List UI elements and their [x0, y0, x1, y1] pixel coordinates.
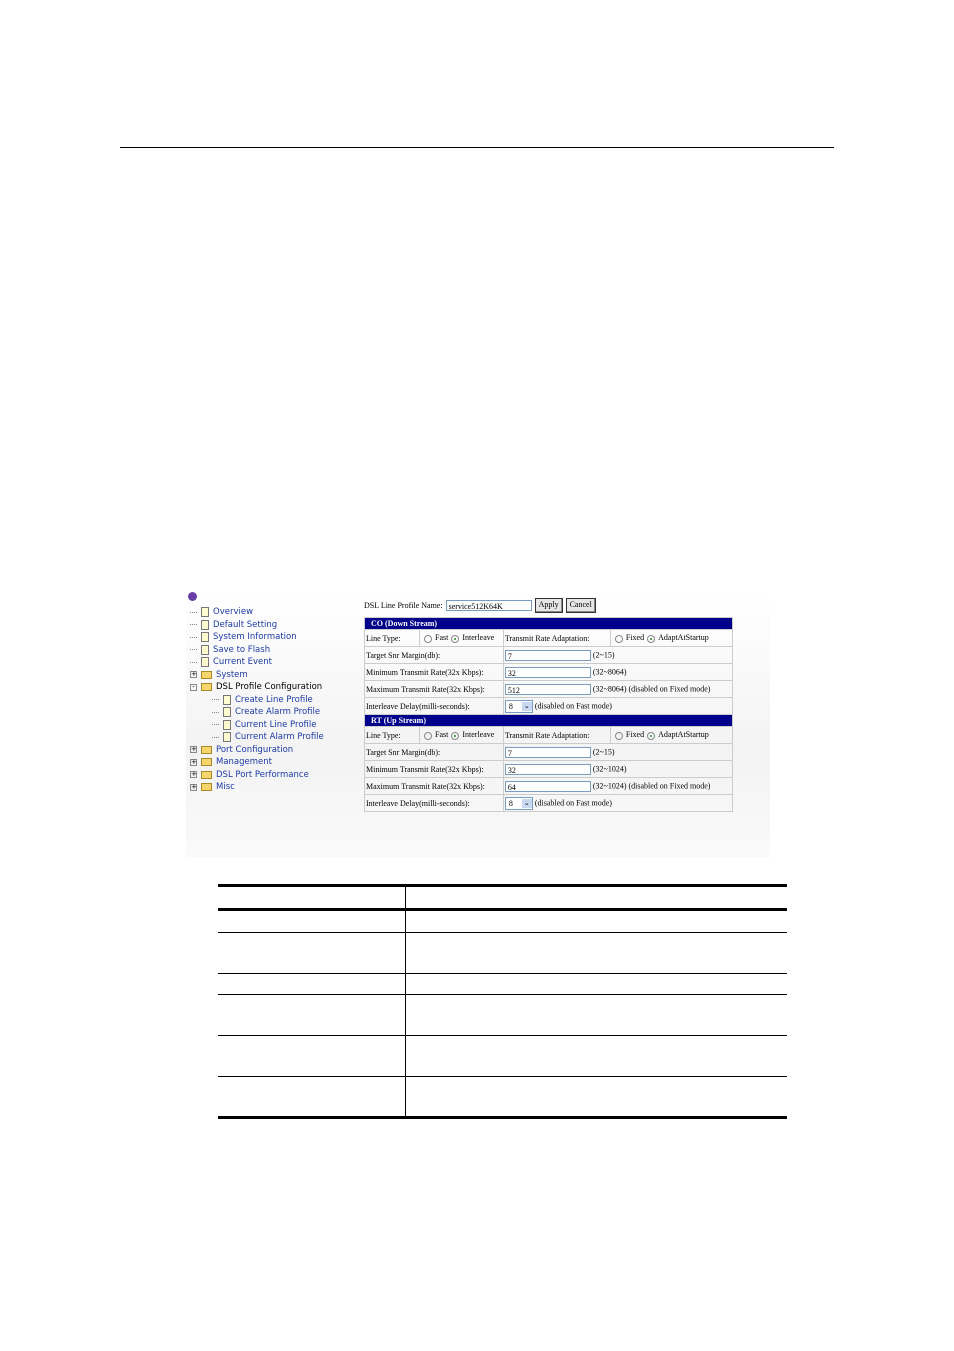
max-range: (32~1024) (disabled on Fixed mode): [592, 780, 711, 790]
adapt-label: AdaptAtStartup: [658, 730, 709, 740]
tree-item[interactable]: [190, 669, 248, 681]
snr-label: Target Snr Margin(db):: [365, 744, 504, 761]
min-label: Minimum Transmit Rate(32x Kbps):: [365, 761, 504, 778]
folder-icon: [201, 783, 212, 791]
interleave-radio[interactable]: [451, 635, 459, 643]
collapse-icon[interactable]: -: [190, 684, 197, 691]
tree-item-label: Port Configuration: [216, 744, 294, 755]
profile-name-input[interactable]: service512K64K: [446, 600, 532, 611]
tree-item-label: Current Event: [213, 657, 272, 667]
tree-item[interactable]: [212, 694, 313, 706]
tree-item[interactable]: [190, 631, 297, 643]
max-cell: [503, 681, 732, 698]
delay-value: 8: [508, 798, 513, 808]
expand-icon[interactable]: +: [191, 770, 197, 778]
expand-icon[interactable]: +: [191, 745, 197, 753]
tree-connector: [212, 712, 219, 713]
line-type-label: Line Type:: [365, 630, 420, 647]
fixed-radio[interactable]: [615, 635, 623, 643]
tree-connector: [212, 699, 219, 700]
tree-item[interactable]: [212, 731, 324, 743]
delay-select[interactable]: [505, 797, 533, 810]
max-label: Maximum Transmit Rate(32x Kbps):: [365, 681, 504, 698]
chevron-down-icon: ⌄: [522, 702, 532, 711]
rate-adaptation-radios: [610, 727, 732, 744]
section-header: RT (Up Stream): [365, 715, 733, 727]
snr-range: (2~15): [592, 746, 615, 756]
tree-item[interactable]: [190, 769, 309, 781]
snr-label: Target Snr Margin(db):: [365, 647, 504, 664]
tree-item[interactable]: [190, 681, 322, 693]
tree-root-icon: [188, 592, 197, 601]
delay-select[interactable]: [505, 700, 533, 713]
line-type-radios: [420, 727, 504, 744]
fast-label: Fast: [435, 730, 449, 740]
tree-item-label: Overview: [213, 607, 254, 617]
folder-icon: [201, 771, 212, 779]
max-cell: [503, 778, 732, 795]
folder-icon: [201, 671, 212, 679]
tree-item-label: Default Setting: [213, 619, 278, 630]
fast-radio[interactable]: [424, 635, 432, 643]
tree-item[interactable]: [190, 619, 277, 631]
line-type-label: Line Type:: [365, 727, 420, 744]
max-range: (32~8064) (disabled on Fixed mode): [592, 683, 711, 693]
document-icon: [201, 632, 209, 642]
tree-item[interactable]: [190, 644, 270, 656]
table-row-rule: [218, 994, 787, 995]
expand-icon[interactable]: +: [191, 670, 197, 678]
min-cell: [503, 664, 732, 681]
document-icon: [201, 620, 209, 630]
profile-name-label: DSL Line Profile Name:: [364, 600, 443, 610]
max-input[interactable]: 512: [505, 684, 591, 695]
document-icon: [223, 695, 231, 705]
tree-item-label: Save to Flash: [213, 644, 271, 655]
delay-label: Interleave Delay(milli-seconds):: [365, 795, 504, 812]
min-range: (32~1024): [592, 763, 627, 773]
interleave-label: Interleave: [462, 633, 495, 643]
max-input[interactable]: 64: [505, 781, 591, 792]
line-type-radios: [420, 630, 504, 647]
folder-icon: [201, 746, 212, 754]
folder-icon: [201, 683, 212, 691]
tree-item-label: Current Line Profile: [235, 719, 317, 730]
delay-cell: [503, 795, 732, 812]
fast-label: Fast: [435, 633, 449, 643]
section-header: CO (Down Stream): [365, 618, 733, 630]
tree-item[interactable]: [190, 656, 272, 668]
table-column-divider: [405, 885, 406, 1117]
header-rule: [120, 147, 834, 148]
tree-connector: [190, 624, 197, 625]
document-icon: [223, 720, 231, 730]
tree-connector: [190, 612, 197, 613]
line-profile-form: [364, 598, 733, 812]
tree-item-label: DSL Port Performance: [216, 769, 309, 780]
delay-label: Interleave Delay(milli-seconds):: [365, 698, 504, 715]
tree-connector: [190, 637, 197, 638]
interleave-label: Interleave: [462, 730, 495, 740]
min-input[interactable]: 32: [505, 667, 591, 678]
adapt-radio[interactable]: [647, 732, 655, 740]
apply-button[interactable]: Apply: [535, 598, 563, 613]
min-input[interactable]: 32: [505, 764, 591, 775]
min-label: Minimum Transmit Rate(32x Kbps):: [365, 664, 504, 681]
tree-item-label: Create Alarm Profile: [235, 707, 321, 717]
expand-icon[interactable]: +: [191, 782, 197, 791]
interleave-radio[interactable]: [451, 732, 459, 740]
table-row-rule: [218, 932, 787, 933]
tree-item[interactable]: [190, 744, 293, 756]
rate-adaptation-radios: [610, 630, 732, 647]
rate-adaptation-label: Transmit Rate Adaptation:: [503, 727, 610, 744]
snr-cell: [503, 647, 732, 664]
document-icon: [201, 645, 209, 655]
document-icon: [223, 707, 231, 717]
tree-item-label: Create Line Profile: [235, 694, 313, 705]
tree-item-label: System: [216, 669, 248, 680]
profile-table: [364, 617, 733, 812]
tree-item-label: DSL Profile Configuration: [216, 682, 323, 692]
fast-radio[interactable]: [424, 732, 432, 740]
snr-cell: [503, 744, 732, 761]
folder-icon: [201, 758, 212, 766]
document-icon: [201, 657, 209, 667]
tree-item-label: Misc: [216, 782, 235, 792]
delay-cell: [503, 698, 732, 715]
chevron-down-icon: ⌄: [522, 799, 532, 808]
snr-range: (2~15): [592, 649, 615, 659]
table-row-rule: [218, 1035, 787, 1036]
expand-icon[interactable]: +: [191, 757, 197, 766]
delay-note: (disabled on Fast mode): [534, 797, 612, 807]
delay-note: (disabled on Fast mode): [534, 700, 612, 710]
adapt-radio[interactable]: [647, 635, 655, 643]
table-row-rule: [218, 1076, 787, 1077]
fixed-radio[interactable]: [615, 732, 623, 740]
tree-item[interactable]: [190, 781, 235, 793]
tree-connector: [190, 649, 197, 650]
snr-input[interactable]: 7: [505, 650, 591, 661]
table-row-rule: [218, 973, 787, 974]
tree-item[interactable]: [212, 719, 316, 731]
tree-item-label: Current Alarm Profile: [235, 732, 324, 742]
tree-connector: [190, 662, 197, 663]
fixed-label: Fixed: [625, 633, 645, 643]
fixed-label: Fixed: [625, 730, 645, 740]
tree-item-label: Management: [216, 757, 272, 767]
adapt-label: AdaptAtStartup: [658, 633, 709, 643]
delay-value: 8: [508, 701, 513, 711]
tree-connector: [212, 737, 219, 738]
min-cell: [503, 761, 732, 778]
tree-item[interactable]: [190, 756, 272, 768]
tree-item-label: System Information: [213, 632, 297, 642]
max-label: Maximum Transmit Rate(32x Kbps):: [365, 778, 504, 795]
min-range: (32~8064): [592, 666, 627, 676]
rate-adaptation-label: Transmit Rate Adaptation:: [503, 630, 610, 647]
document-icon: [223, 732, 231, 742]
tree-connector: [212, 724, 219, 725]
snr-input[interactable]: 7: [505, 747, 591, 758]
tree-item[interactable]: [212, 706, 320, 718]
cancel-button[interactable]: Cancel: [566, 598, 596, 613]
document-icon: [201, 607, 209, 617]
table-bottom-rule: [218, 1116, 787, 1119]
table-header-rule: [218, 908, 787, 911]
table-top-rule: [218, 884, 787, 887]
screenshot-figure: [186, 592, 770, 857]
tree-item[interactable]: [190, 606, 253, 618]
